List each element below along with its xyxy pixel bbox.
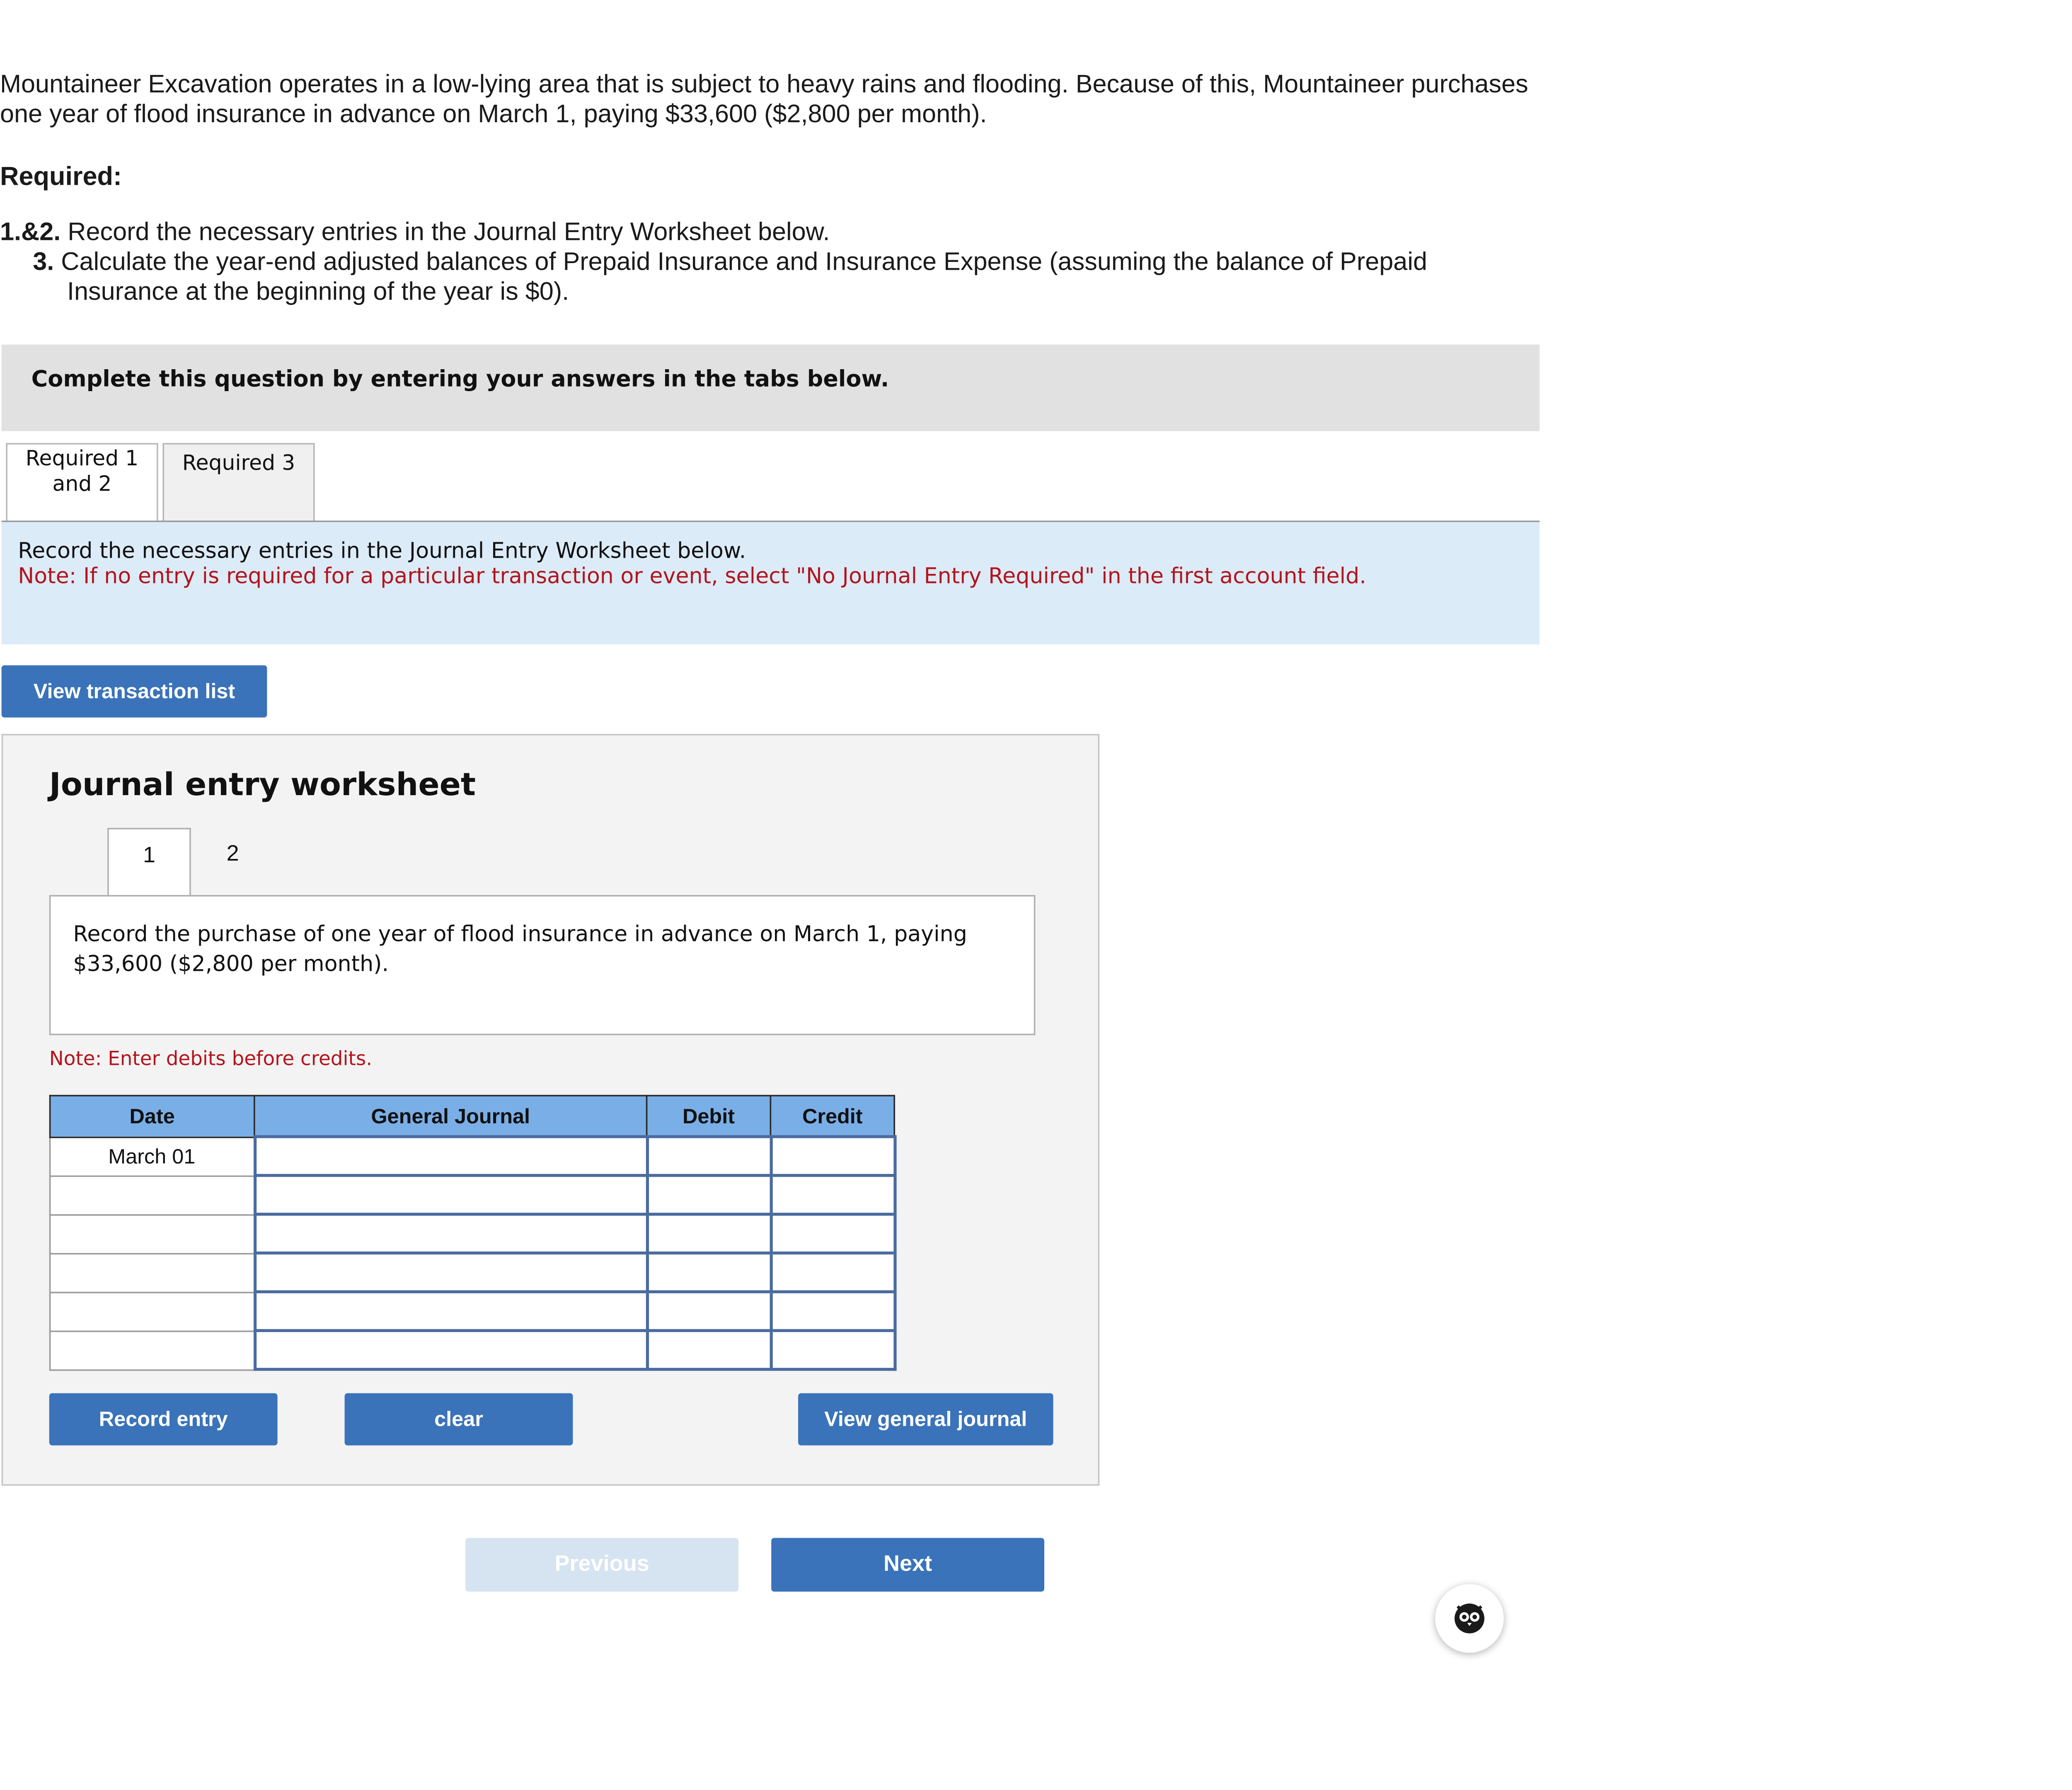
account-input[interactable] (254, 1176, 647, 1214)
transaction-description: Record the purchase of one year of flood insurance in advance on March 1, paying $33,600 ($2,800 per month). (73, 923, 967, 977)
account-input[interactable] (254, 1330, 647, 1369)
requirement-1-2-text: Record the necessary entries in the Journal Entry Worksheet below. (61, 218, 830, 246)
worksheet-title: Journal entry worksheet (49, 767, 476, 803)
date-cell[interactable] (50, 1253, 254, 1292)
account-input[interactable] (254, 1214, 647, 1253)
credit-input[interactable] (770, 1292, 894, 1331)
account-input[interactable] (254, 1137, 647, 1176)
date-cell[interactable] (50, 1292, 254, 1331)
debit-input[interactable] (647, 1253, 771, 1292)
requirement-1-2-number: 1.&2. (0, 218, 61, 246)
view-transaction-list-button[interactable]: View transaction list (2, 665, 267, 718)
debit-input[interactable] (647, 1214, 771, 1253)
credit-input[interactable] (770, 1253, 894, 1292)
requirement-1-2 (0, 218, 1537, 248)
debit-input[interactable] (647, 1137, 771, 1176)
owl-mascot-icon (1453, 1602, 1486, 1635)
journal-row (50, 1330, 895, 1369)
requirement-3-continued: Insurance at the beginning of the year is $0). (67, 277, 569, 306)
tab-required-3-label: Required 3 (182, 452, 295, 476)
account-input[interactable] (254, 1292, 647, 1331)
debit-input[interactable] (647, 1330, 771, 1369)
general-journal-table (49, 1095, 896, 1371)
credit-input[interactable] (770, 1176, 894, 1214)
previous-button[interactable]: Previous (465, 1538, 738, 1592)
problem-intro: Mountaineer Excavation operates in a low-lying area that is subject to heavy rains and flooding. Because of this, Mountaineer purchases one year of flood insurance in advance on March 1, paying $33,600 ($2,800 per month). (0, 70, 1528, 128)
help-assistant-button[interactable] (1435, 1584, 1504, 1653)
credit-input[interactable] (770, 1214, 894, 1253)
journal-header-row (50, 1096, 895, 1137)
journal-row (50, 1292, 895, 1331)
clear-button[interactable]: clear (345, 1393, 573, 1445)
column-header-credit: Credit (770, 1096, 894, 1137)
instructions-text: Record the necessary entries in the Journal Entry Worksheet below. (18, 540, 746, 564)
column-header-date: Date (50, 1096, 254, 1137)
next-button[interactable]: Next (771, 1538, 1044, 1592)
view-general-journal-button[interactable]: View general journal (798, 1393, 1053, 1445)
complete-banner-text: Complete this question by entering your answers in the tabs below. (31, 365, 889, 392)
journal-row (50, 1214, 895, 1253)
date-cell[interactable] (50, 1330, 254, 1369)
record-entry-button[interactable]: Record entry (49, 1393, 278, 1445)
journal-row (50, 1253, 895, 1292)
tab-required-1-and-2-line2: and 2 (52, 473, 112, 497)
worksheet-tab-1[interactable]: 1 (107, 828, 191, 897)
credit-input[interactable] (770, 1330, 894, 1369)
column-header-debit: Debit (647, 1096, 771, 1137)
date-cell[interactable] (50, 1214, 254, 1253)
tab-required-1-and-2-line1: Required 1 (25, 448, 139, 472)
requirement-3-text: Calculate the year-end adjusted balances of Prepaid Insurance and Insurance Expense (assuming the balance of Prepaid (54, 247, 1428, 276)
tab-required-1-and-2[interactable] (6, 443, 158, 522)
debit-input[interactable] (647, 1176, 771, 1214)
journal-row (50, 1176, 895, 1214)
worksheet-tab-2[interactable]: 2 (226, 841, 239, 867)
tab-required-3[interactable] (162, 443, 315, 522)
instructions-note: Note: If no entry is required for a particular transaction or event, select "No Journal Entry Required" in the first account field. (18, 565, 1366, 589)
date-cell[interactable] (50, 1176, 254, 1214)
date-cell[interactable]: March 01 (50, 1137, 254, 1176)
journal-row (50, 1137, 895, 1176)
requirement-3-number: 3. (33, 247, 54, 276)
debits-note: Note: Enter debits before credits. (49, 1048, 373, 1071)
credit-input[interactable] (770, 1137, 894, 1176)
account-input[interactable] (254, 1253, 647, 1292)
requirement-3 (33, 248, 1525, 278)
debit-input[interactable] (647, 1292, 771, 1331)
column-header-general-journal: General Journal (254, 1096, 647, 1137)
required-heading: Required: (0, 161, 122, 191)
